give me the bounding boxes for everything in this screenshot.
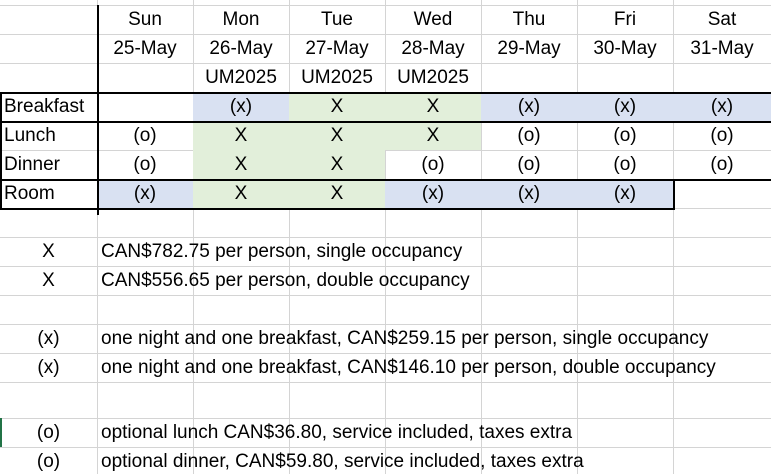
schedule-cell[interactable]: (x) [673, 92, 771, 121]
active-row-marker [0, 418, 2, 447]
day-header-cell[interactable]: Thu [512, 9, 546, 30]
date-header-cell[interactable]: 31-May [690, 38, 754, 59]
row-label-cell[interactable]: Breakfast [4, 96, 85, 117]
legend-text-cell[interactable]: CAN$556.65 per person, double occupancy [101, 270, 470, 291]
schedule-cell[interactable]: (o) [421, 154, 445, 175]
event-header-cell[interactable] [577, 63, 673, 92]
schedule-cell[interactable]: (o) [133, 154, 157, 175]
schedule-cell[interactable]: (o) [613, 154, 637, 175]
event-header-cell[interactable]: UM2025 [301, 67, 373, 88]
date-header-cell[interactable]: 27-May [305, 38, 369, 59]
schedule-cell[interactable]: (o) [517, 125, 541, 146]
legend-text-cell[interactable]: optional lunch CAN$36.80, service included, taxes extra [101, 422, 573, 443]
legend-symbol-cell[interactable]: X [42, 241, 55, 262]
legend-symbol-cell[interactable]: X [42, 270, 55, 291]
legend-symbol-cell[interactable]: (x) [37, 357, 60, 378]
schedule-cell[interactable]: X [193, 121, 289, 150]
schedule-cell[interactable]: (x) [577, 179, 673, 208]
schedule-cell[interactable]: (o) [613, 125, 637, 146]
day-header-cell[interactable]: Fri [613, 9, 637, 30]
schedule-cell[interactable]: (o) [710, 125, 734, 146]
day-header-cell[interactable]: Mon [222, 9, 260, 30]
table-border-left [0, 92, 2, 210]
row-label-cell[interactable]: Lunch [4, 125, 56, 146]
day-header-cell[interactable]: Sun [128, 9, 162, 30]
date-header-cell[interactable]: 29-May [497, 38, 561, 59]
day-header-cell[interactable]: Sat [707, 9, 737, 30]
day-header-cell[interactable]: Tue [320, 9, 354, 30]
schedule-cell[interactable]: X [289, 92, 385, 121]
event-header-cell[interactable]: UM2025 [205, 67, 277, 88]
row-label-cell[interactable]: Dinner [4, 154, 60, 175]
legend-text-cell[interactable]: optional dinner, CAN$59.80, service included, taxes extra [101, 451, 584, 472]
schedule-cell[interactable]: X [289, 179, 385, 208]
day-header-cell[interactable]: Wed [413, 9, 453, 30]
schedule-cell[interactable]: (o) [133, 125, 157, 146]
table-border-row [0, 179, 771, 181]
schedule-cell[interactable]: (x) [577, 92, 673, 121]
table-border-row [0, 121, 771, 123]
schedule-cell[interactable]: X [289, 121, 385, 150]
date-header-cell[interactable]: 26-May [209, 38, 273, 59]
schedule-cell[interactable] [97, 92, 193, 121]
schedule-cell[interactable] [673, 179, 771, 208]
schedule-cell[interactable]: X [289, 150, 385, 179]
table-border-bottom [0, 208, 673, 210]
date-header-cell[interactable]: 25-May [113, 38, 177, 59]
legend-symbol-cell[interactable]: (o) [36, 451, 61, 472]
schedule-cell[interactable]: (x) [481, 179, 577, 208]
table-border-col [673, 179, 675, 210]
table-border-col [97, 5, 99, 210]
legend-text-cell[interactable]: one night and one breakfast, CAN$259.15 per person, single occupancy [101, 328, 709, 349]
legend-symbol-cell[interactable]: (x) [37, 328, 60, 349]
date-header-cell[interactable]: 30-May [593, 38, 657, 59]
event-header-cell[interactable] [673, 63, 771, 92]
schedule-cell[interactable]: X [193, 150, 289, 179]
schedule-cell[interactable]: (x) [481, 92, 577, 121]
event-header-cell[interactable] [481, 63, 577, 92]
schedule-cell[interactable]: X [385, 121, 481, 150]
event-header-cell[interactable]: UM2025 [397, 67, 469, 88]
schedule-cell[interactable]: (x) [385, 179, 481, 208]
legend-symbol-cell[interactable]: (o) [36, 422, 61, 443]
row-label-cell[interactable]: Room [4, 183, 55, 204]
schedule-cell[interactable]: X [385, 92, 481, 121]
legend-text-cell[interactable]: one night and one breakfast, CAN$146.10 per person, double occupancy [101, 357, 716, 378]
schedule-cell[interactable]: (x) [97, 179, 193, 208]
date-header-cell[interactable]: 28-May [401, 38, 465, 59]
schedule-cell[interactable]: X [193, 179, 289, 208]
table-border-row [0, 92, 771, 94]
event-header-cell[interactable] [97, 63, 193, 92]
schedule-cell[interactable]: (o) [517, 154, 541, 175]
legend-text-cell[interactable]: CAN$782.75 per person, single occupancy [101, 241, 463, 262]
schedule-cell[interactable]: (x) [193, 92, 289, 121]
schedule-cell[interactable]: (o) [710, 154, 734, 175]
